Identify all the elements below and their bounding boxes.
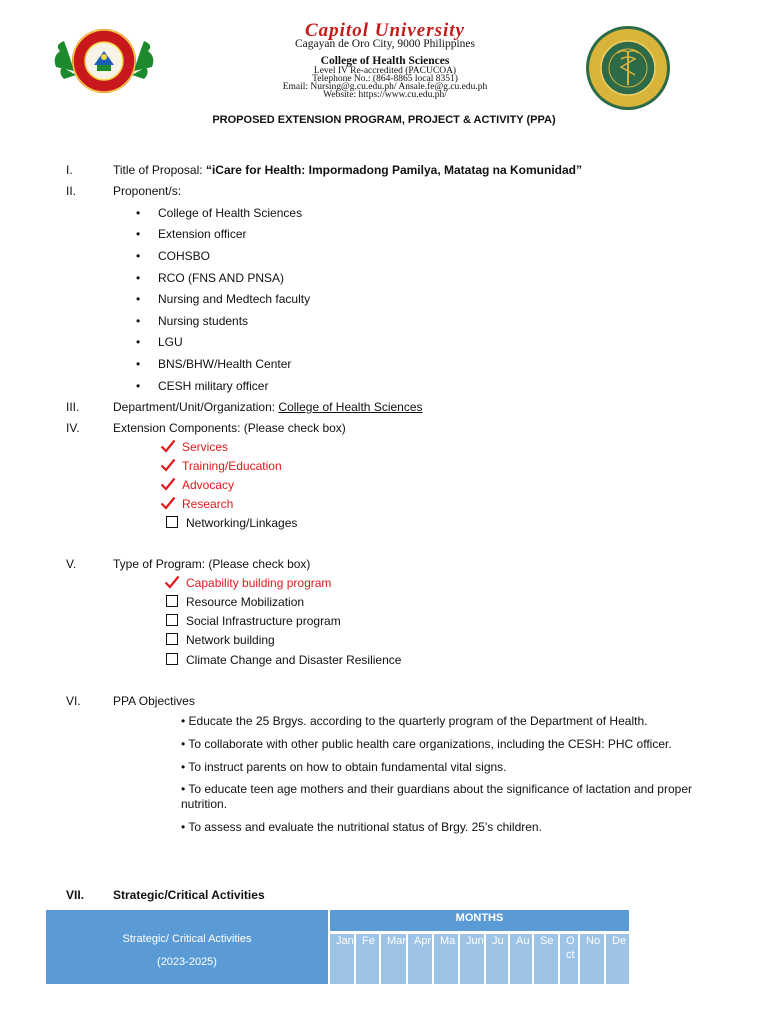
website-line: Website: https://www.cu.edu.ph/ bbox=[323, 90, 447, 100]
program-option-unchecked[interactable] bbox=[166, 595, 304, 609]
proponent-item bbox=[136, 206, 302, 220]
program-label: Climate Change and Disaster Resilience bbox=[186, 653, 402, 667]
bullet-icon: • bbox=[136, 357, 141, 371]
proponent-label: Nursing and Medtech faculty bbox=[158, 292, 311, 306]
proponent-label: COHSBO bbox=[158, 249, 211, 263]
checkmark-icon bbox=[160, 477, 176, 491]
accreditation-line: Level IV Re-accredited (PACUCOA) bbox=[313, 66, 457, 76]
component-option-checked[interactable] bbox=[160, 439, 228, 454]
proponent-label: Nursing students bbox=[158, 314, 249, 328]
section-4-label: Extension Components: (Please check box) bbox=[113, 421, 346, 435]
month-header-cell: Mar bbox=[381, 934, 406, 984]
section-1-numeral: I. bbox=[66, 163, 73, 177]
university-name: Capitol University bbox=[305, 20, 465, 41]
section-6-numeral: VI. bbox=[66, 694, 81, 708]
checkmark-icon bbox=[160, 439, 176, 453]
section-4-numeral: IV. bbox=[66, 421, 80, 435]
month-header-cell: Ju bbox=[486, 934, 508, 984]
component-option-unchecked[interactable] bbox=[166, 516, 297, 530]
college-of-health-sciences-seal-logo bbox=[585, 25, 671, 111]
bullet-icon: • bbox=[136, 379, 141, 393]
department-value: College of Health Sciences bbox=[278, 400, 423, 414]
bullet-icon: • bbox=[136, 335, 141, 349]
proponent-item bbox=[136, 271, 284, 285]
program-option-unchecked[interactable] bbox=[166, 633, 275, 647]
bullet-icon: • bbox=[136, 314, 141, 328]
proponent-label: CESH military officer bbox=[158, 379, 269, 393]
objective-item: • To collaborate with other public health care organizations, including the CESH: PHC officer. bbox=[181, 737, 672, 751]
month-header-cell: Fe bbox=[356, 934, 379, 984]
objective-item: • Educate the 25 Brgys. according to the quarterly program of the Department of Health. bbox=[181, 714, 648, 728]
month-header-cell: Jan bbox=[330, 934, 354, 984]
month-header-cell: Ma bbox=[434, 934, 458, 984]
month-header-cell: Jun bbox=[460, 934, 484, 984]
bullet-icon: • bbox=[136, 292, 141, 306]
months-header-cell: MONTHS bbox=[330, 910, 629, 931]
telephone-line: Telephone No.: (864-8865 local 8351) bbox=[312, 74, 458, 84]
program-label: Network building bbox=[186, 633, 275, 647]
section-2-label: Proponent/s: bbox=[113, 184, 182, 198]
proposal-title-value: “iCare for Health: Impormadong Pamilya, Matatag na Komunidad” bbox=[205, 163, 582, 177]
checkmark-icon bbox=[160, 496, 176, 510]
checkbox-empty-icon bbox=[166, 614, 178, 626]
component-label: Research bbox=[182, 497, 234, 511]
proponent-label: College of Health Sciences bbox=[158, 206, 303, 220]
activities-header-line2: (2023-2025) bbox=[157, 956, 217, 968]
objective-item: • To instruct parents on how to obtain fundamental vital signs. bbox=[181, 760, 507, 774]
checkmark-icon bbox=[164, 575, 180, 589]
proponent-label: BNS/BHW/Health Center bbox=[158, 357, 292, 371]
proponent-item bbox=[136, 314, 248, 328]
bullet-icon: • bbox=[136, 227, 141, 241]
bullet-icon: • bbox=[136, 249, 141, 263]
checkbox-empty-icon bbox=[166, 595, 178, 607]
bullet-icon: • bbox=[136, 271, 141, 285]
section-3-numeral: III. bbox=[66, 400, 80, 414]
month-header-cell: No bbox=[580, 934, 604, 984]
checkbox-empty-icon bbox=[166, 516, 178, 528]
proponent-item bbox=[136, 357, 291, 371]
activities-header-line1: Strategic/ Critical Activities bbox=[122, 933, 252, 945]
component-label: Services bbox=[182, 440, 229, 454]
section-2-numeral: II. bbox=[66, 184, 77, 198]
component-label: Training/Education bbox=[182, 459, 282, 473]
month-header-cell: Oct bbox=[560, 934, 578, 984]
activities-header-cell bbox=[46, 910, 328, 984]
section-5-numeral: V. bbox=[66, 557, 77, 571]
objective-item: • To educate teen age mothers and their guardians about the significance of lactation and proper nutrition. bbox=[181, 782, 692, 811]
proponent-label: RCO (FNS AND PNSA) bbox=[158, 271, 285, 285]
proponent-item bbox=[136, 292, 310, 306]
month-header-cell: Apr bbox=[408, 934, 432, 984]
strategic-activities-table bbox=[46, 910, 629, 985]
section-3-label: Department/Unit/Organization: bbox=[113, 400, 279, 414]
section-1-label: Title of Proposal: bbox=[113, 163, 206, 177]
component-option-checked[interactable] bbox=[160, 496, 233, 511]
month-header-cell: De bbox=[606, 934, 629, 984]
section-5-label: Type of Program: (Please check box) bbox=[113, 557, 311, 571]
program-label: Social Infrastructure program bbox=[186, 614, 341, 628]
section-7-label: Strategic/Critical Activities bbox=[113, 888, 265, 902]
bullet-icon: • bbox=[136, 206, 141, 220]
program-option-unchecked[interactable] bbox=[166, 614, 341, 628]
proponent-item bbox=[136, 227, 247, 241]
month-header-cell: Au bbox=[510, 934, 532, 984]
proponent-label: LGU bbox=[158, 335, 183, 349]
university-address: Cagayan de Oro City, 9000 Philippines bbox=[294, 38, 476, 50]
college-name: College of Health Sciences bbox=[320, 55, 450, 67]
proponent-item bbox=[136, 249, 210, 263]
objective-item: • To assess and evaluate the nutritional status of Brgy. 25's children. bbox=[181, 820, 542, 834]
checkbox-empty-icon bbox=[166, 633, 178, 645]
component-label: Networking/Linkages bbox=[186, 516, 298, 530]
section-1-title-of-proposal bbox=[113, 163, 582, 177]
program-option-checked[interactable] bbox=[164, 575, 331, 590]
document-title: PROPOSED EXTENSION PROGRAM, PROJECT & ACTIVITY (PPA) bbox=[212, 114, 556, 126]
proponent-item bbox=[136, 335, 183, 349]
section-6-label: PPA Objectives bbox=[113, 694, 195, 708]
email-line: Email: Nursing@g.cu.edu.ph/ Ansale.fe@g.cu.edu.ph bbox=[282, 82, 488, 92]
proponent-item bbox=[136, 379, 268, 393]
component-option-checked[interactable] bbox=[160, 477, 234, 492]
section-7-numeral: VII. bbox=[66, 888, 85, 902]
program-label: Resource Mobilization bbox=[186, 595, 305, 609]
program-label: Capability building program bbox=[186, 576, 332, 590]
proponent-label: Extension officer bbox=[158, 227, 247, 241]
checkmark-icon bbox=[160, 458, 176, 472]
component-label: Advocacy bbox=[182, 478, 235, 492]
month-header-cell: Se bbox=[534, 934, 558, 984]
checkbox-empty-icon bbox=[166, 653, 178, 665]
component-option-checked[interactable] bbox=[160, 458, 282, 473]
program-option-unchecked[interactable] bbox=[166, 653, 401, 667]
capitol-university-seal-logo bbox=[50, 27, 158, 95]
section-3-department bbox=[113, 400, 423, 414]
